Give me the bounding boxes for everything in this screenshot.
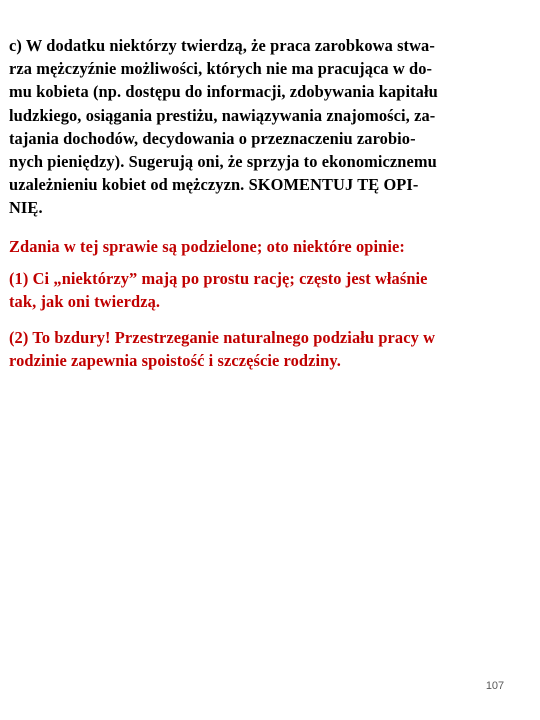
opinion-1: (1) Ci „niektórzy” mają po prostu rację; często jest właśnie tak, jak oni twierdzą. (9, 269, 428, 312)
answers-intro: Zdania w tej sprawie są podzielone; oto niektóre opinie: (9, 237, 405, 256)
question-paragraph: c) W dodatku niektórzy twierdzą, że praca zarobkowa stwa- rza mężczyźnie możliwości, których nie ma pracująca w do- mu kobieta (np. dostępu do informacji, zdobywania kapitału ludzkiego, osiągania prestiżu, nawiązywania znajomości, za- tajania dochodów, decydowania o przeznaczeniu zarobio- nych pieniędzy). Sugerują oni, że sprzyja to ekonomicznemu uzależnieniu kobiet od mężczyzn. SKOMENTUJ TĘ OPI- NIĘ. (9, 36, 438, 218)
opinion-2: (2) To bzdury! Przestrzeganie naturalnego podziału pracy w rodzinie zapewnia spoistość i szczęście rodziny. (9, 328, 436, 371)
page-number: 107 (485, 680, 505, 692)
